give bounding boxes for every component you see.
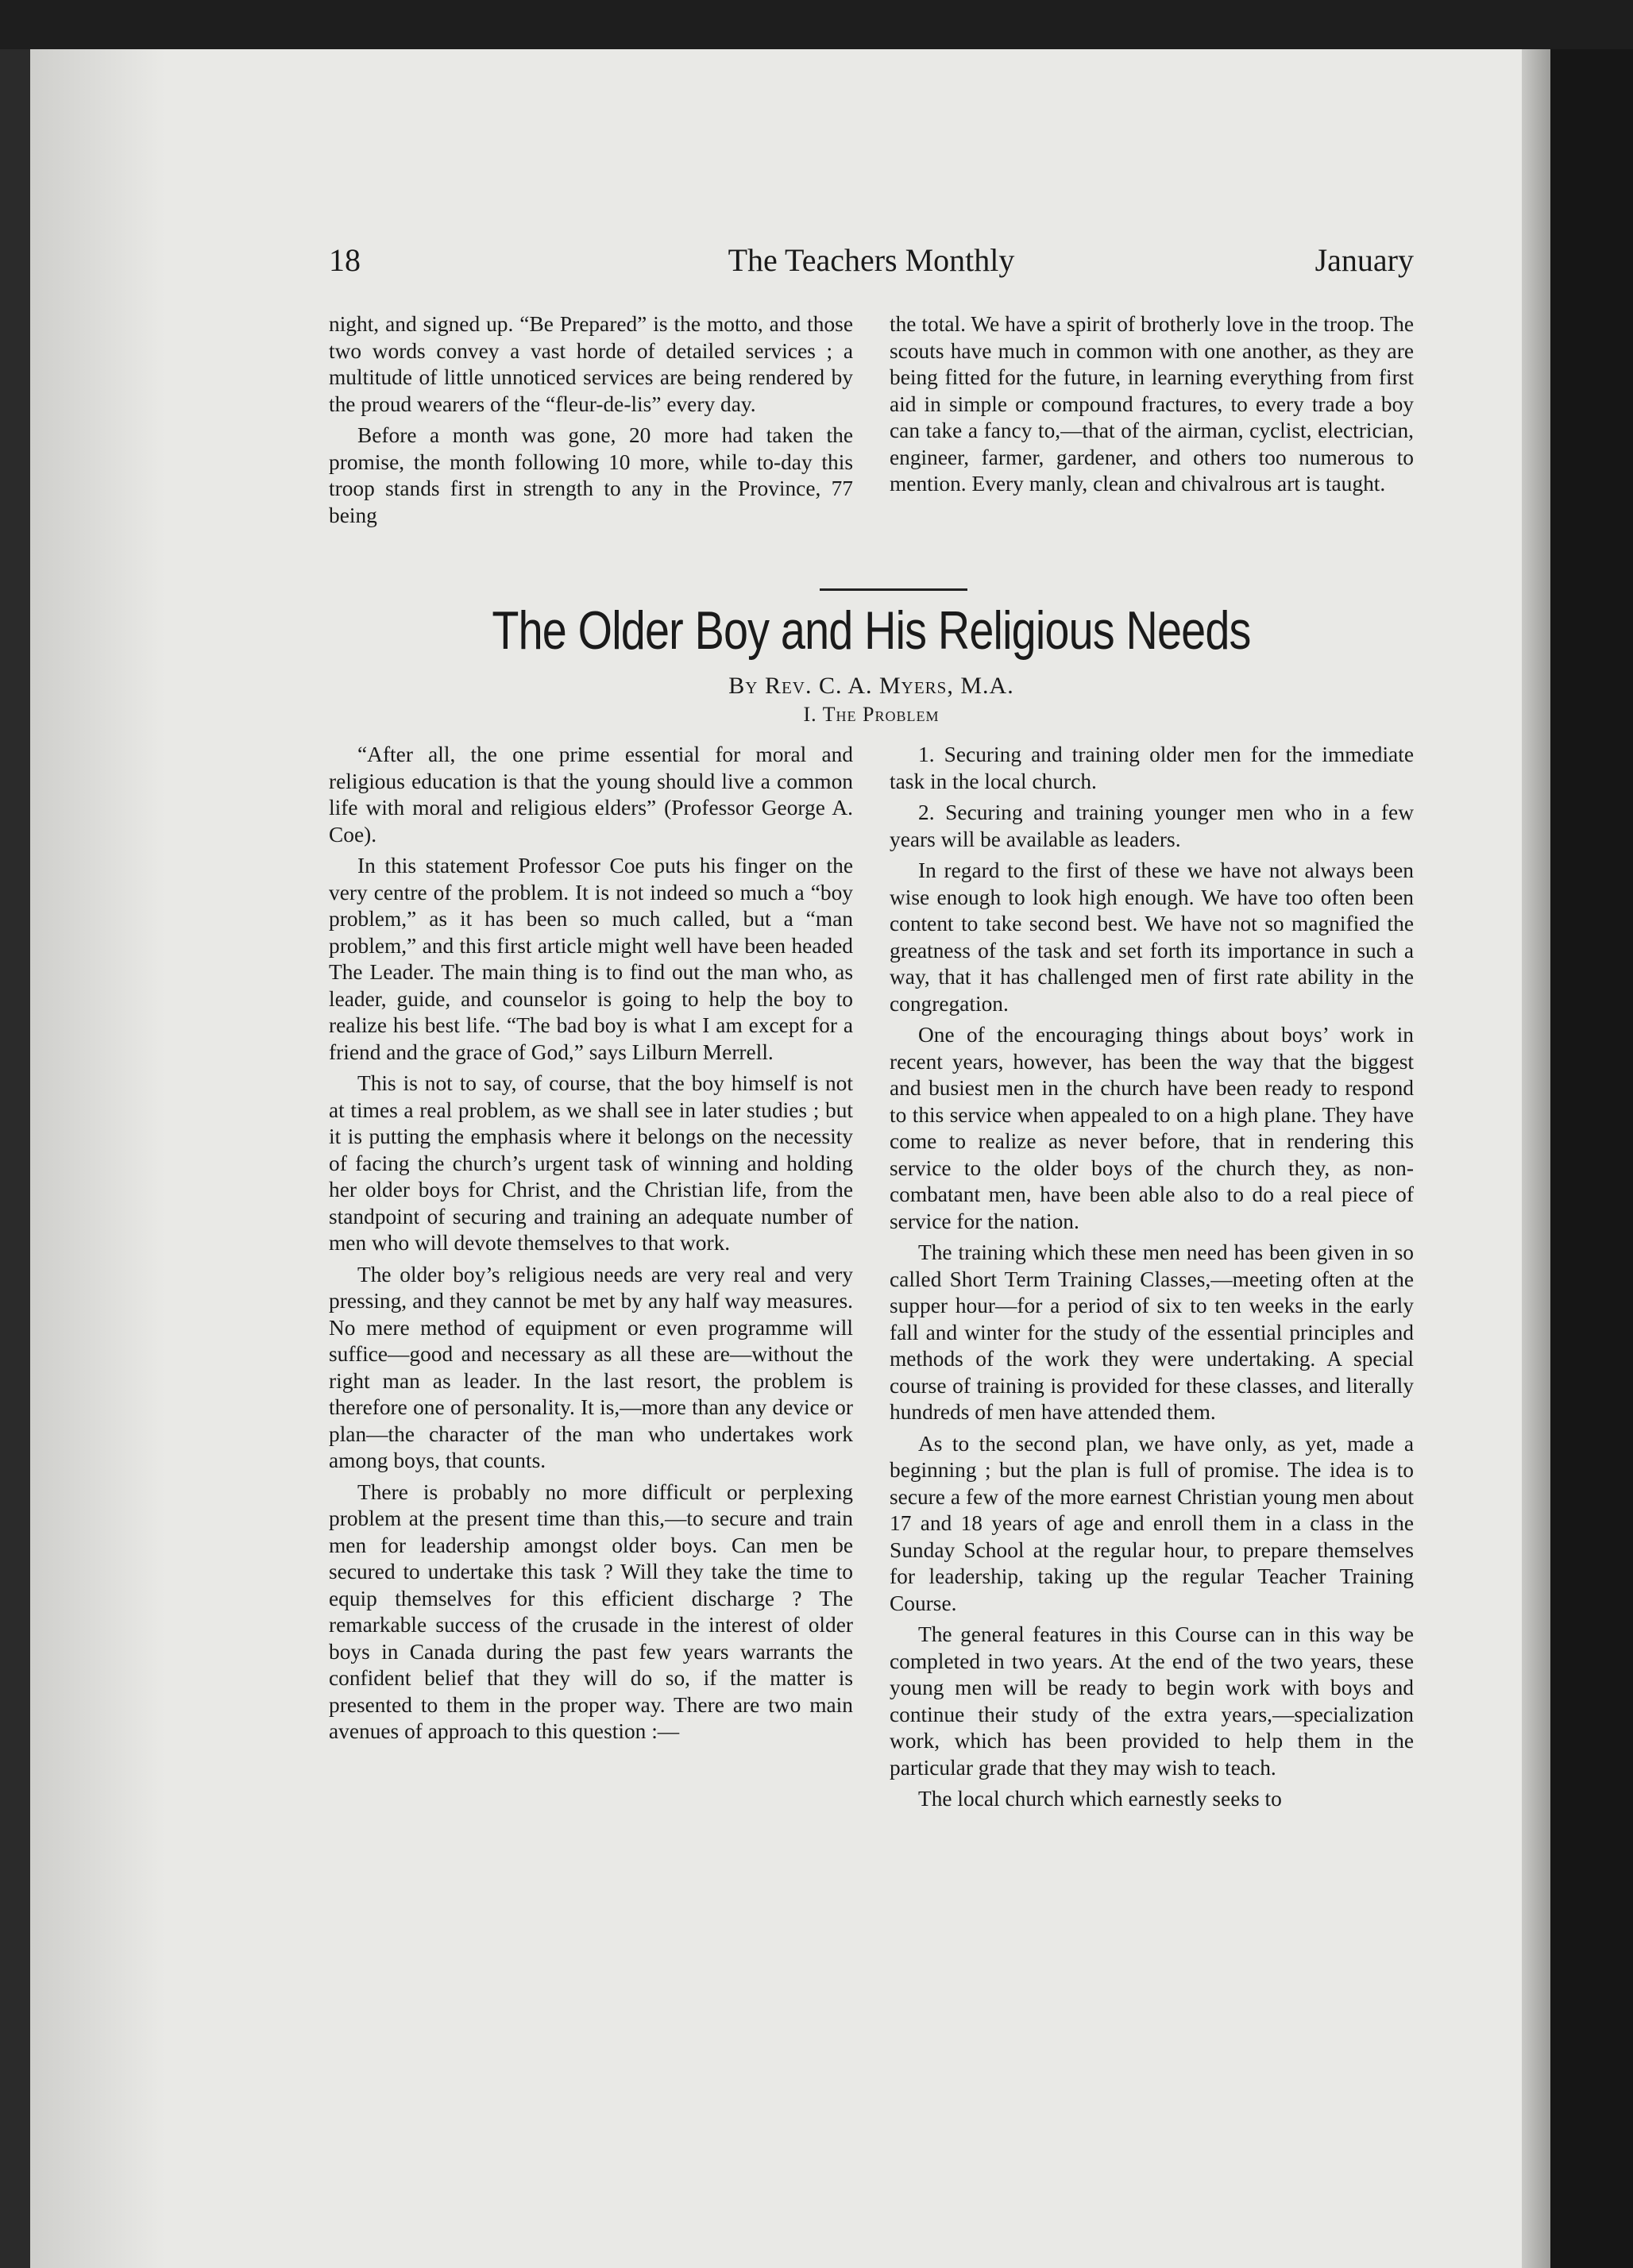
- paragraph: In this statement Professor Coe puts his finger on the very centre of the problem. It is not indeed so much a “boy problem,” as it has been so much called, but a “man problem,” and this first article might well have been headed The Leader. The main thing is to find out the man who, as leader, guide, and counselor is going to help the boy to realize his best life. “The bad boy is what I am except for a friend and the grace of God,” says Lilburn Merrell.: [329, 854, 853, 1064]
- continued-right-column: [890, 311, 1414, 498]
- article-right-column: [890, 742, 1414, 1813]
- paragraph: This is not to say, of course, that the boy himself is not at times a real problem, as we shall see in later studies ; but it is putting the emphasis where it belongs on the necessity of facing the church’s urgent task of winning and holding her older boys for Christ, and the Christian life, from the standpoint of securing and training an adequate number of men who will devote themselves to that work.: [329, 1071, 853, 1255]
- article-left-column: [329, 742, 853, 1745]
- page-number: 18: [329, 242, 361, 278]
- paragraph: In regard to the first of these we have not always been wise enough to look high enough. We have too often been content to take second best. We have not so magnified the greatness of the task and set forth its importance in such a way, that it has challenged men of first rate ability in the congregation.: [890, 858, 1414, 1016]
- section-divider: [820, 588, 967, 591]
- paragraph: 2. Securing and training younger men who in a few years will be available as leaders.: [890, 800, 1414, 851]
- paragraph: There is probably no more difficult or perplexing problem at the present time than this,—to secure and train men for leadership amongst older boys. Can men be secured to undertake this task ? Will they take the time to equip themselves for this efficient discharge ? The remarkable success of the crusade in the interest of older boys in Canada during the past few years warrants the confident belief that they will do so, if the matter is presented to them in the proper way. There are two main avenues of approach to this question :—: [329, 1479, 853, 1743]
- paragraph: the total. We have a spirit of brotherly love in the troop. The scouts have much in common with one another, as they are being fitted for the future, in learning everything from first aid in simple or compound fractures, to every trade a boy can take a fancy to,—that of the airman, cyclist, electrician, engineer, farmer, gardener, and others too numerous to mention. Every manly, clean and chivalrous art is taught.: [890, 312, 1414, 496]
- paragraph: The general features in this Course can in this way be completed in two years. At the end of the two years, these young men will be ready to begin work with boys and continue their study of the extra years,—specialization work, which has been provided to help them in the particular grade that they may wish to teach.: [890, 1622, 1414, 1780]
- paragraph: Before a month was gone, 20 more had taken the promise, the month following 10 more, while to-day this troop stands first in strength to any in the Province, 77 being: [329, 423, 853, 527]
- section-heading: I. The Problem: [803, 703, 940, 726]
- paragraph: 1. Securing and training older men for the immediate task in the local church.: [890, 742, 1414, 793]
- paragraph: night, and signed up. “Be Prepared” is the motto, and those two words convey a vast horde of detailed services ; a multitude of little unnoticed services are being rendered by the proud wearers of the “fleur-de-lis” every day.: [329, 312, 853, 416]
- paragraph: The older boy’s religious needs are very real and very pressing, and they cannot be met by any half way measures. No mere method of equipment or even programme will suffice—good and necessary as all these are—without the right man as leader. In the last resort, the problem is therefore one of personality. It is,—more than any device or plan—the character of the man who undertakes work among boys, that counts.: [329, 1262, 853, 1472]
- issue-month: January: [1315, 242, 1414, 278]
- journal-title: The Teachers Monthly: [728, 242, 1015, 278]
- continued-left-column: [329, 311, 853, 529]
- running-head: [329, 238, 1414, 283]
- paragraph: The training which these men need has been given in so called Short Term Training Classes,—meeting often at the supper hour—for a period of six to ten weeks in the early fall and winter for the study of the essential principles and methods of the work they were undertaking. A special course of training is provided for these classes, and literally hundreds of men have attended them.: [890, 1240, 1414, 1424]
- paragraph: “After all, the one prime essential for moral and religious education is that the young should live a common life with moral and religious elders” (Professor George A. Coe).: [329, 742, 853, 847]
- paragraph: One of the encouraging things about boys’ work in recent years, however, has been the way that the biggest and busiest men in the church have been ready to respond to this service when appealed to on a high plane. They have come to realize as never before, that in rendering this service to the older boys of the church they, as non-combatant men, have been able also to do a real piece of service for the nation.: [890, 1023, 1414, 1233]
- article-byline: By Rev. C. A. Myers, M.A.: [728, 673, 1014, 699]
- paragraph: As to the second plan, we have only, as yet, made a beginning ; but the plan is full of promise. The idea is to secure a few of the more earnest Christian young men about 17 and 18 years of age and enroll them in a class in the Sunday School at the regular hour, to prepare themselves for leadership, taking up the regular Teacher Training Course.: [890, 1431, 1414, 1615]
- paragraph: The local church which earnestly seeks to: [918, 1787, 1282, 1811]
- article-title: The Older Boy and His Religious Needs: [492, 600, 1251, 661]
